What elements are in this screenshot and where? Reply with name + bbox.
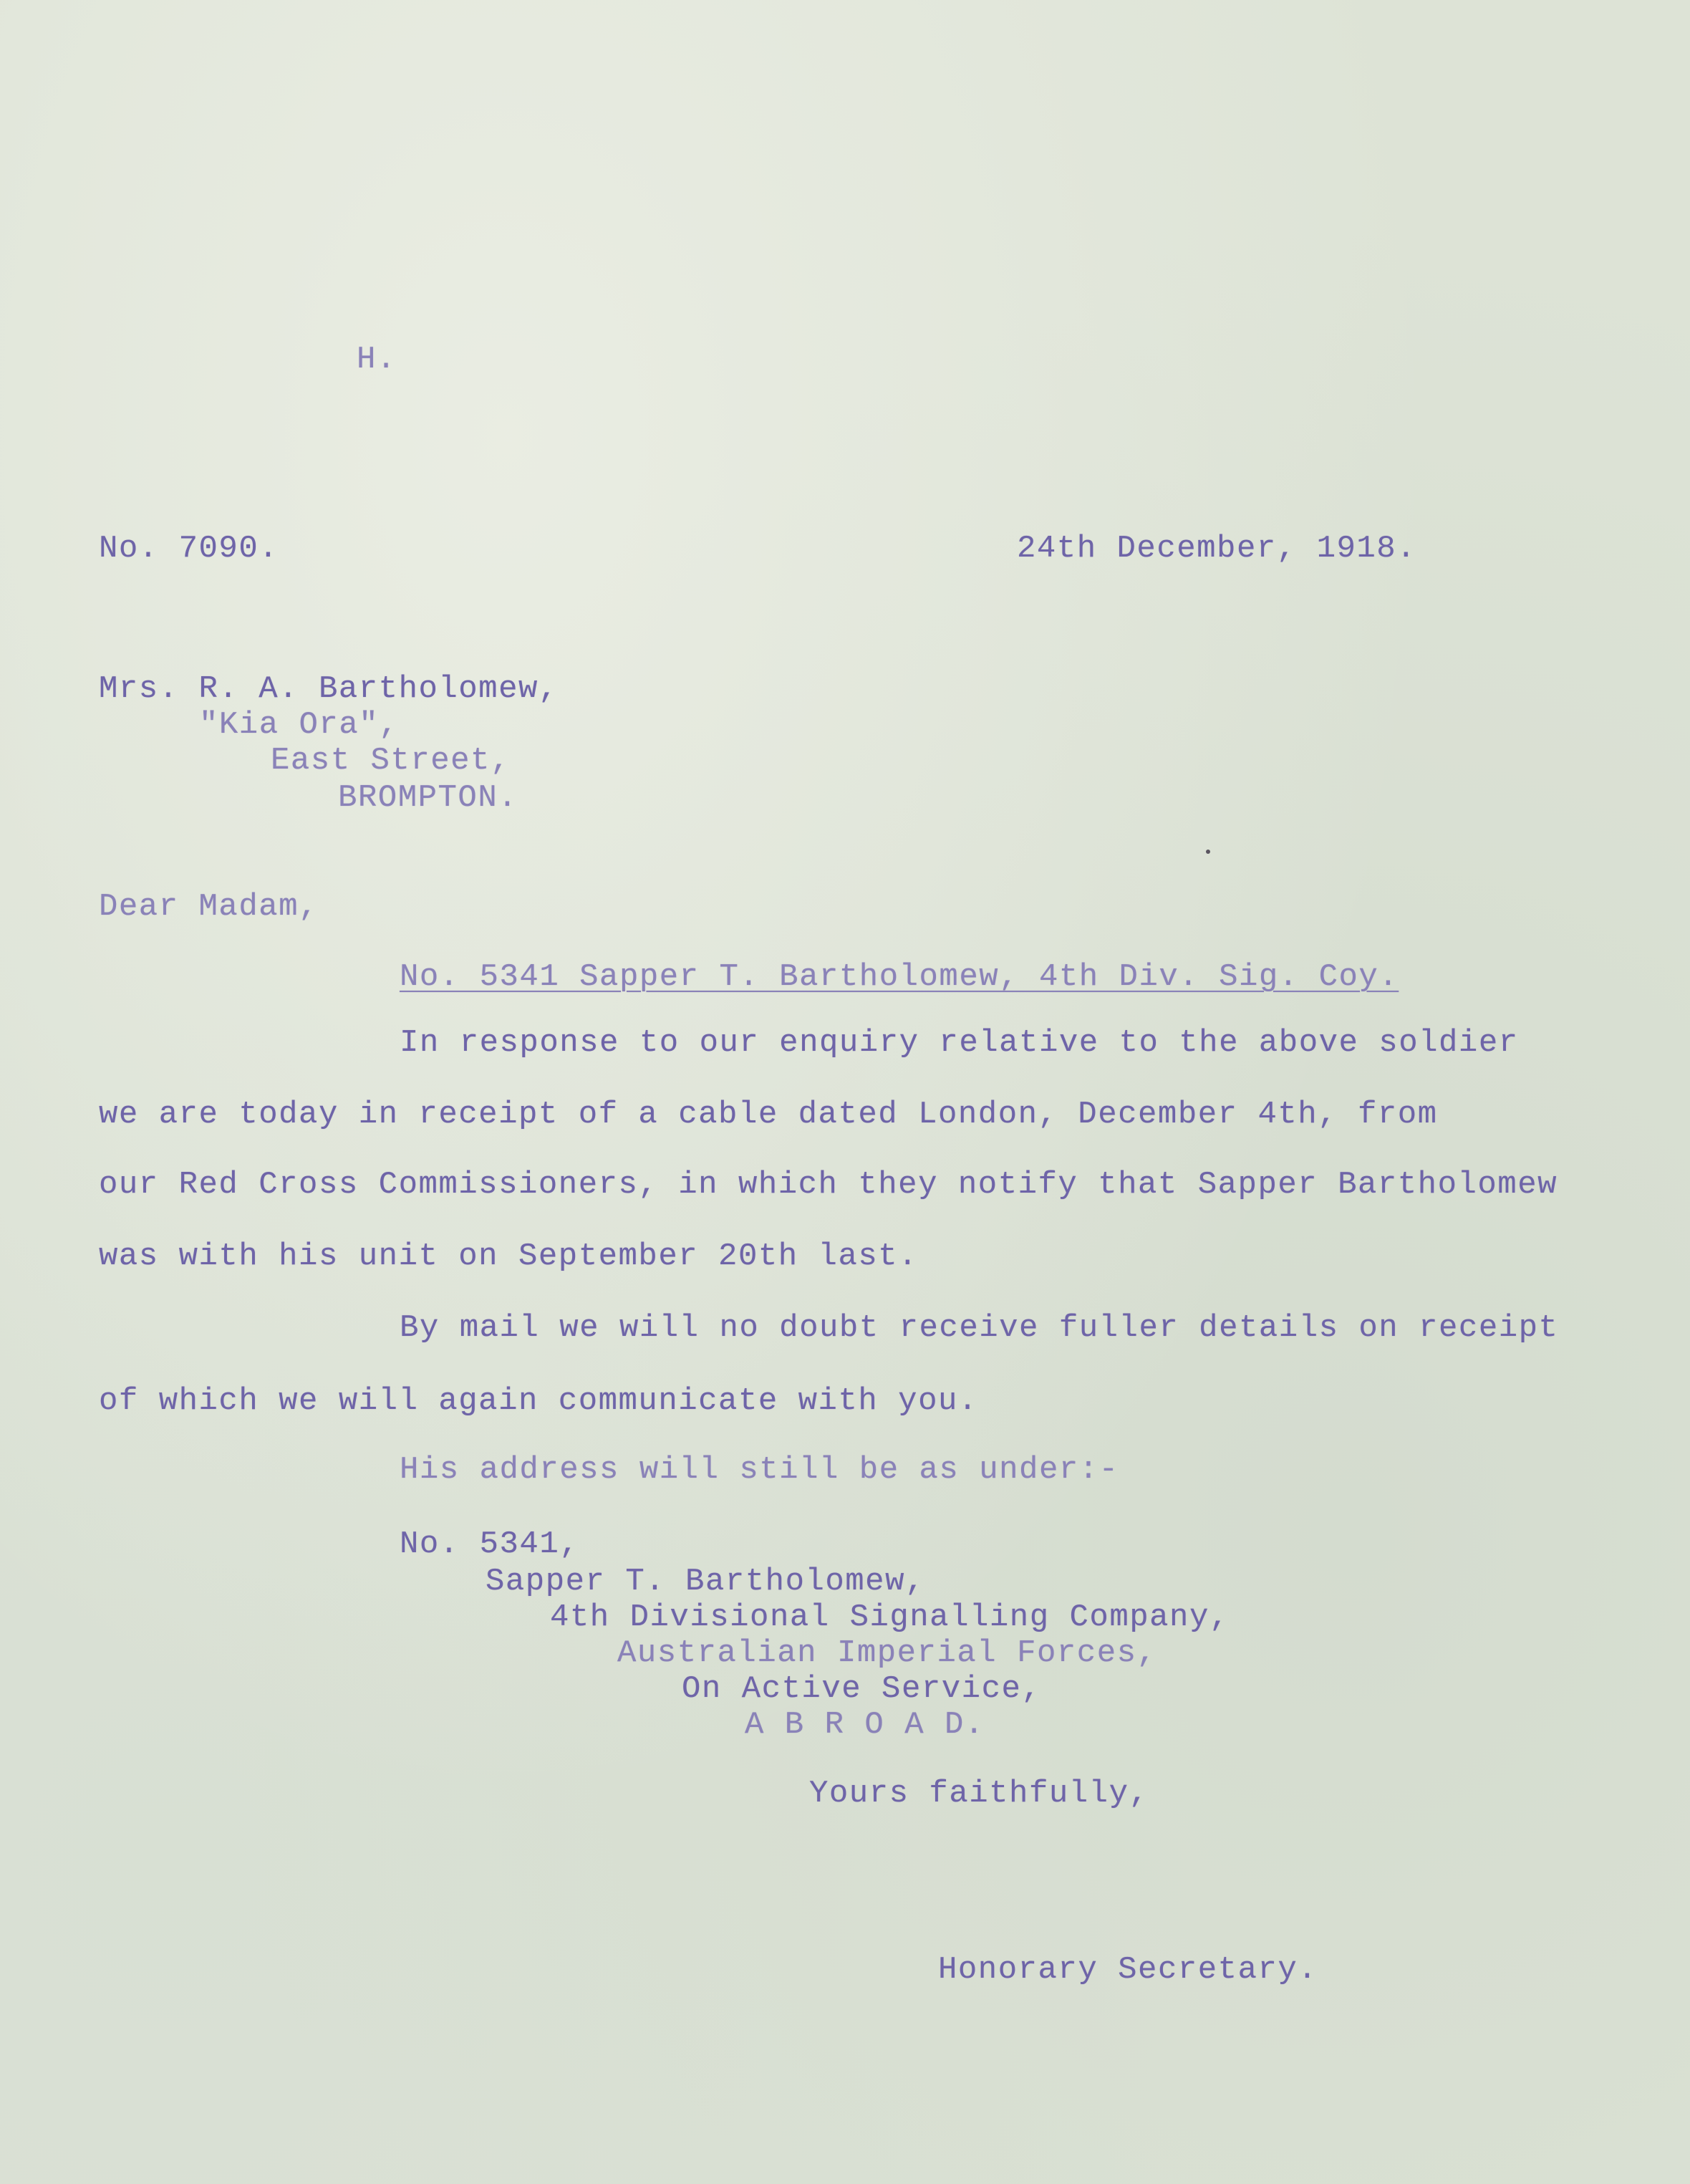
recipient-house: "Kia Ora", [199,707,400,743]
body-line: of which we will again communicate with you. [99,1383,978,1419]
body-line: was with his unit on September 20th last. [99,1238,919,1274]
body-line: In response to our enquiry relative to the above soldier [400,1025,1519,1061]
signatory-title: Honorary Secretary. [938,1952,1318,1988]
address-line: On Active Service, [682,1671,1042,1707]
address-line: Australian Imperial Forces, [617,1635,1157,1671]
body-line: we are today in receipt of a cable dated London, December 4th, from [99,1097,1438,1132]
body-line: His address will still be as under:- [400,1452,1119,1488]
recipient-town: BROMPTON. [338,780,518,816]
body-line: By mail we will no doubt receive fuller details on receipt [400,1310,1559,1346]
letter-date: 24th December, 1918. [1017,531,1417,567]
ink-speck [1206,850,1210,854]
address-line: Sapper T. Bartholomew, [486,1564,925,1599]
salutation: Dear Madam, [99,889,319,925]
recipient-street: East Street, [271,743,511,779]
file-initial: H. [357,342,397,377]
address-line: A B R O A D. [745,1707,985,1743]
subject-line: No. 5341 Sapper T. Bartholomew, 4th Div. Sig. Coy. [400,959,1399,995]
closing: Yours faithfully, [809,1776,1149,1812]
reference-number: No. 7090. [99,531,279,567]
body-line: our Red Cross Commissioners, in which they notify that Sapper Bartholomew [99,1167,1558,1203]
address-line: No. 5341, [400,1526,580,1562]
address-line: 4th Divisional Signalling Company, [550,1599,1230,1635]
recipient-name: Mrs. R. A. Bartholomew, [99,671,559,707]
